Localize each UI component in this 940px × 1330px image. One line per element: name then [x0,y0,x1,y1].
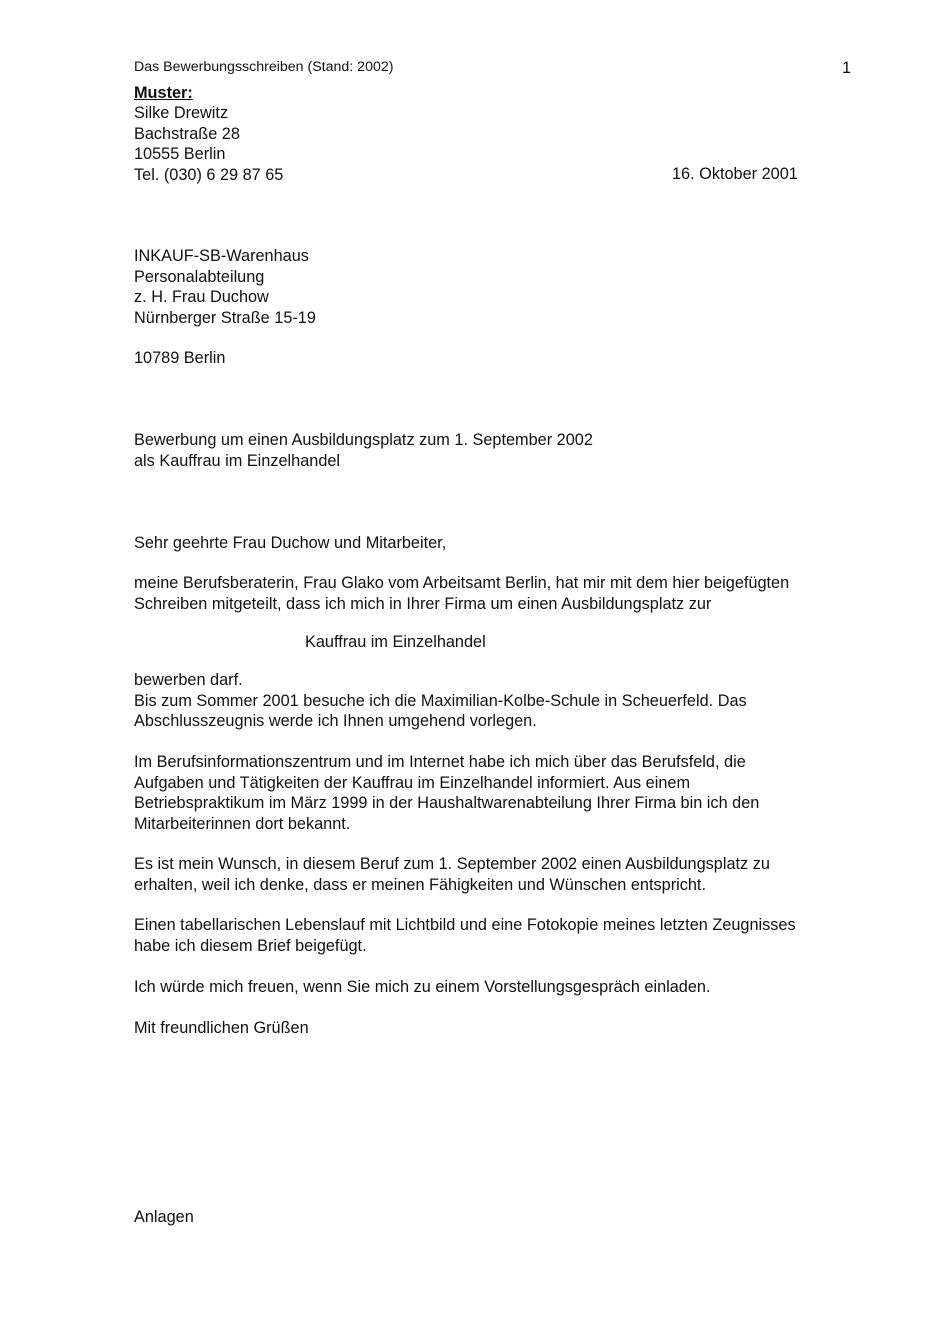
body-line: habe ich diesem Brief beigefügt. [134,936,367,955]
body-line: Betriebspraktikum im März 1999 in der Haushaltwarenabteilung Ihrer Firma bin ich den [134,794,760,812]
body-line: meine Berufsberaterin, Frau Glako vom Arbeitsamt Berlin, hat mir mit dem hier beigefügten [134,574,790,592]
recipient-city: 10789 Berlin [134,349,226,367]
body-line: Bis zum Sommer 2001 besuche ich die Maximilian-Kolbe-Schule in Scheuerfeld. Das [134,691,747,710]
salutation: Sehr geehrte Frau Duchow und Mitarbeiter, [134,534,447,552]
body-line: Es ist mein Wunsch, in diesem Beruf zum 1. September 2002 einen Ausbildungsplatz zu [134,855,770,873]
page-number: 1 [842,59,852,77]
body-paragraph-6 [134,977,711,998]
body-line: Schreiben mitgeteilt, dass ich mich in Ihrer Firma um einen Ausbildungsplatz zur [134,594,712,613]
subject-line-2: als Kauffrau im Einzelhandel [134,451,341,470]
body-line: Abschlusszeugnis werde ich Ihnen umgehend vorlegen. [134,712,537,730]
recipient-address [134,246,316,328]
letter-date: 16. Oktober 2001 [672,165,798,183]
sender-name: Silke Drewitz [134,104,229,122]
subject-line-1: Bewerbung um einen Ausbildungsplatz zum 1. September 2002 [134,431,593,449]
recipient-street: Nürnberger Straße 15-19 [134,308,316,327]
sender-street: Bachstraße 28 [134,124,240,143]
subject-line [134,430,593,471]
sender-phone: Tel. (030) 6 29 87 65 [134,165,284,184]
job-title-centered: Kauffrau im Einzelhandel [305,633,486,651]
recipient-attention: z. H. Frau Duchow [134,288,269,306]
body-paragraph-1 [134,573,789,614]
body-paragraph-2 [134,670,747,732]
body-paragraph-4 [134,854,770,895]
sender-address [134,103,283,185]
body-line: Im Berufsinformationszentrum und im Internet habe ich mich über das Berufsfeld, die [134,753,746,771]
body-line: Mitarbeiterinnen dort bekannt. [134,814,351,833]
sender-city: 10555 Berlin [134,145,226,163]
body-line: Aufgaben und Tätigkeiten der Kauffrau im Einzelhandel informiert. Aus einem [134,773,691,792]
sample-label: Muster: [134,84,193,102]
enclosures-label: Anlagen [134,1208,194,1226]
body-line: Einen tabellarischen Lebenslauf mit Lichtbild und eine Fotokopie meines letzten Zeugnisses [134,916,796,934]
body-line: bewerben darf. [134,671,243,689]
recipient-company: INKAUF-SB-Warenhaus [134,247,309,265]
recipient-department: Personalabteilung [134,267,265,286]
closing-phrase: Mit freundlichen Grüßen [134,1019,309,1037]
body-paragraph-5 [134,915,796,956]
body-line: Ich würde mich freuen, wenn Sie mich zu einem Vorstellungsgespräch einladen. [134,978,711,996]
document-header-title: Das Bewerbungsschreiben (Stand: 2002) [134,59,394,75]
body-line: erhalten, weil ich denke, dass er meinen Fähigkeiten und Wünschen entspricht. [134,875,706,894]
body-paragraph-3 [134,752,759,834]
